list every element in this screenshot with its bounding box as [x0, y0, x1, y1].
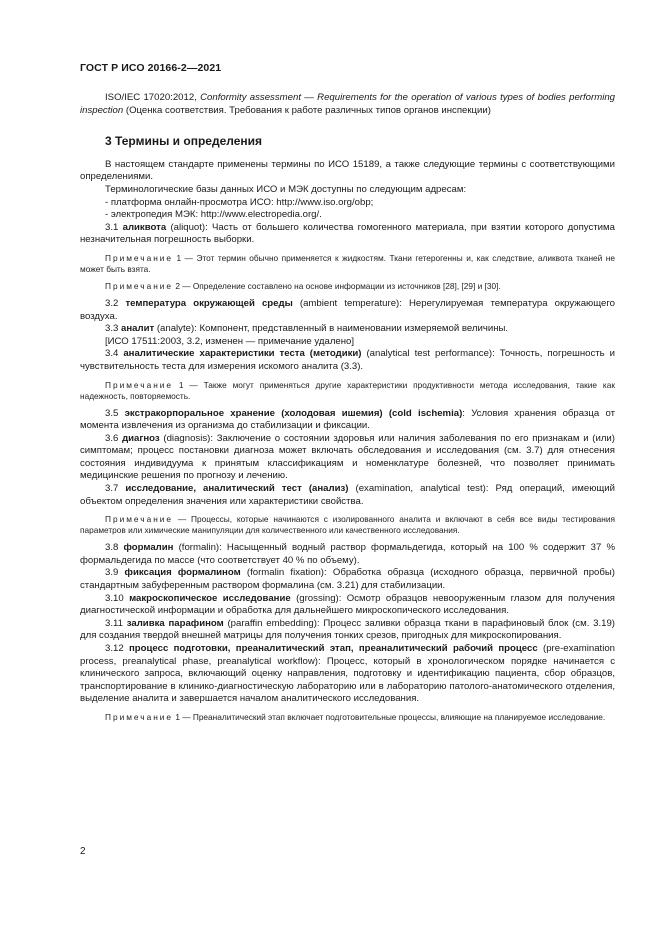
term-3-1: 3.1 аликвота (aliquot): Часть от большего количества гомогенного материала, при взятии которого допустима незначительная погрешность выборки. [80, 221, 615, 246]
term-3-6: 3.6 диагноз (diagnosis): Заключение о состоянии здоровья или наличия заболевания по его признакам и (или) симптомам; процесс постановки диагноза может включать обследования и исследования (см. 3.7) для отнесения состояния индивидуума к принятым классификациям и номенклатуре болезней, что позволяет принимать медицинские решения по прогнозу и лечению. [80, 432, 615, 482]
term-3-9: 3.9 фиксация формалином (formalin fixation): Обработка образца (исходного образца, первичной пробы) стандартным забуференным раствором формалина (см. 3.21) для стабилизации. [80, 567, 615, 592]
term-bases-intro: Терминологические базы данных ИСО и МЭК доступны по следующим адресам: [105, 183, 467, 195]
document-header: ГОСТ Р ИСО 20166-2—2021 [80, 62, 222, 74]
term-3-3: 3.3 аналит (analyte): Компонент, представленный в наименовании измеряемой величины. [105, 323, 509, 335]
intro-paragraph: В настоящем стандарте применены термины по ИСО 15189, а также следующие термины с соответствующими определениями. [80, 158, 615, 183]
term-3-4: 3.4 аналитические характеристики теста (методики) (analytical test performance): Точность, погрешность и чувствительность теста для измерения искомого аналита (3.3). [80, 348, 615, 372]
note-3-1-1: Примечание 1 — Этот термин обычно применяется к жидкостям. Ткани гетерогенны и, как следствие, аликвота тканей не может быть взята. [80, 252, 615, 274]
note-3-12-1: Примечание 1 — Преаналитический этап включает подготовительные процессы, влияющие на планируемое исследование. [105, 711, 606, 722]
term-3-2: 3.2 температура окружающей среды (ambient temperature): Нерегулируемая температура окружающего воздуха. [80, 297, 615, 322]
term-3-7: 3.7 исследование, аналитический тест (анализ) (examination, analytical test): Ряд операций, имеющий объектом определения значения или характеристики свойства. [80, 483, 615, 507]
term-3-10: 3.10 макроскопическое исследование (grossing): Осмотр образцов невооруженным глазом для получения диагностической информации и обработка для дальнейшего микроскопического исследования. [80, 592, 615, 617]
term-3-5: 3.5 экстракорпоральное хранение (холодовая ишемия) (cold ischemia): Условия хранения образца от момента извлечения из организма до стабилизации и фиксации. [80, 407, 615, 432]
reference-iso-iec-17020: ISO/IEC 17020:2012, Conformity assessment — Requirements for the operation of various types of bodies performing inspection (Оценка соответствия. Требования к работе различных типов органов инспекции) [80, 92, 615, 116]
note-3-7: Примечание — Процессы, которые начинаются с изолированного аналита и включают в себя все виды тестирования параметров или химические манипуляции для количественного или качественного исследования. [80, 514, 615, 536]
page-content [80, 92, 615, 729]
term-base-iec: - электропедия МЭК: http://www.electropedia.org/. [105, 209, 322, 221]
term-3-8: 3.8 формалин (formalin): Насыщенный водный раствор формальдегида, который на 100 % содержит 37 % формальдегида по массе (что соответствует 40 % по объему). [80, 542, 615, 566]
section-title: 3 Термины и определения [105, 134, 263, 149]
term-3-12: 3.12 процесс подготовки, преаналитический этап, преаналитический рабочий процесс (pre-examination process, preanalytical phase, preanalytical workflow): Процесс, который в хронологическом порядке начинается с клинического запроса, включающий оценку направления, подготовку и идентификацию пациента, сбор образцов, транспортирование в клинико-диагностическую лабораторию или в лабораторию патолого-анатомического отделения, выделение аналита и завершается началом аналитического исследования. [80, 643, 616, 705]
page-number: 2 [80, 846, 86, 857]
term-3-3-source: [ИСО 17511:2003, 3.2, изменен — примечание удалено] [105, 335, 355, 347]
term-3-11: 3.11 заливка парафином (paraffin embedding): Процесс заливки образца ткани в парафиновый блок (см. 3.19) для создания твердой внешней матрицы для получения тонких срезов, пригодных для микроскопирования. [80, 617, 615, 642]
term-base-iso: - платформа онлайн-просмотра ИСО: http://www.iso.org/obp; [105, 196, 374, 208]
note-3-1-2: Примечание 2 — Определение составлено на основе информации из источников [28], [29] и [30]. [105, 280, 501, 291]
note-3-4-1: Примечание 1 — Также могут применяться другие характеристики продуктивности метода исследования, такие как надежность, повторяемость. [80, 379, 615, 401]
